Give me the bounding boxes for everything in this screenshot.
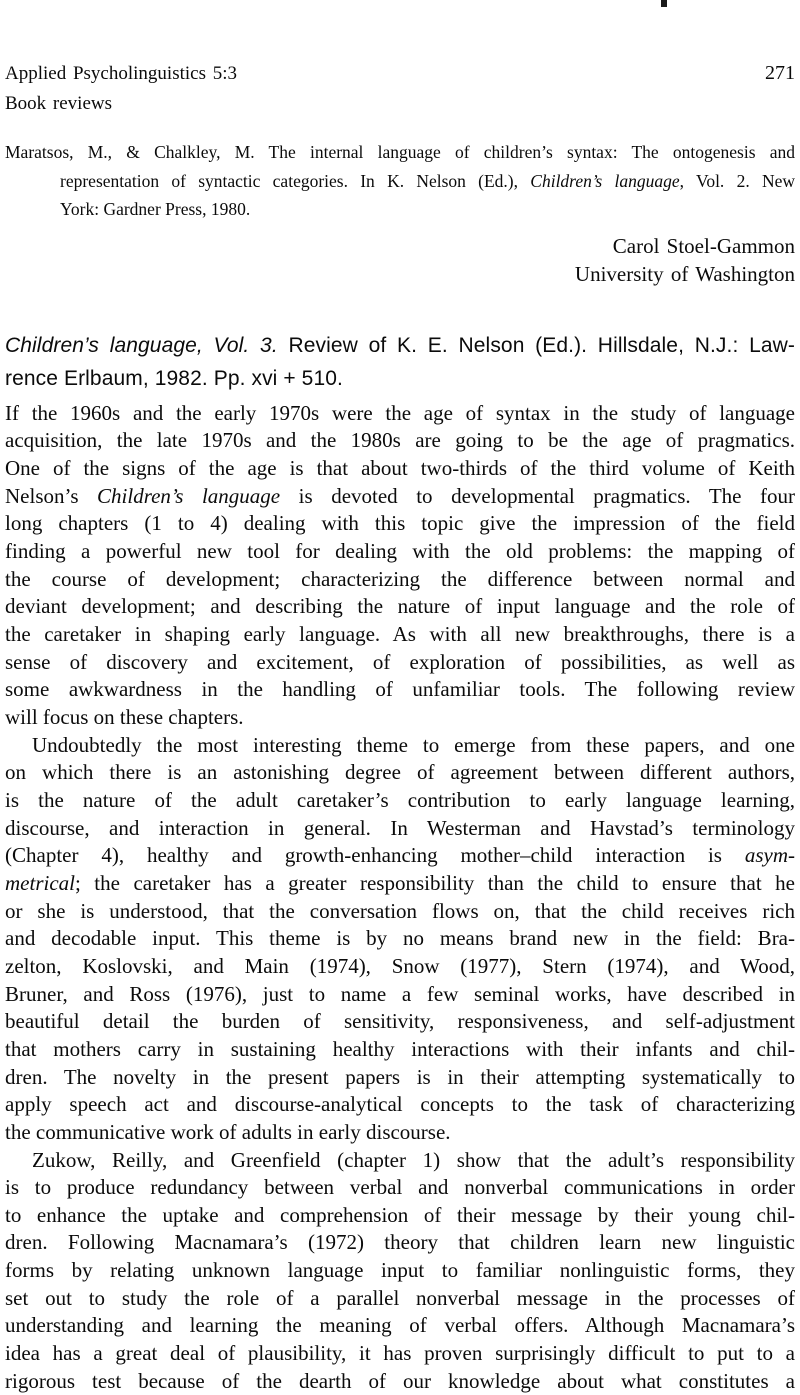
text-line: is the nature of the adult caretaker’s contribution to early language learning, <box>5 787 795 815</box>
text-line: finding a powerful new tool for dealing with the old problems: the mapping of <box>5 538 795 566</box>
text-line: the course of development; characterizing the difference between normal and <box>5 566 795 594</box>
text-line: rence Erlbaum, 1982. Pp. xvi + 510. <box>5 362 795 395</box>
text-line: the caretaker in shaping early language. As with all new breakthroughs, there is a <box>5 621 795 649</box>
text-line: the communicative work of adults in early discourse. <box>5 1119 795 1147</box>
text-line: idea has a great deal of plausibility, it has proven surprisingly difficult to put to a <box>5 1340 795 1368</box>
text-line: forms by relating unknown language input to familiar nonlinguistic forms, they <box>5 1257 795 1285</box>
text-line: Bruner, and Ross (1976), just to name a few seminal works, have described in <box>5 981 795 1009</box>
text-line: (Chapter 4), healthy and growth-enhancing mother–child interaction is asym- <box>5 842 795 870</box>
text-line: and decodable input. This theme is by no means brand new in the field: Bra- <box>5 925 795 953</box>
text-line: Children’s language, Vol. 3. Review of K. E. Nelson (Ed.). Hillsdale, N.J.: Law- <box>5 329 795 362</box>
text-line: dren. The novelty in the present papers is in their attempting systematically to <box>5 1064 795 1092</box>
review-heading <box>5 329 795 395</box>
text-line: to enhance the uptake and comprehension of their message by their young chil- <box>5 1202 795 1230</box>
text-line: some awkwardness in the handling of unfamiliar tools. The following review <box>5 676 795 704</box>
text-line: sense of discovery and excitement, of exploration of possibilities, as well as <box>5 649 795 677</box>
paragraph <box>5 732 795 1147</box>
text-line: York: Gardner Press, 1980. <box>5 195 795 224</box>
text-line: discourse, and interaction in general. In Westerman and Havstad’s terminology <box>5 815 795 843</box>
text-line: long chapters (1 to 4) dealing with this topic give the impression of the field <box>5 510 795 538</box>
text-line: set out to study the role of a parallel nonverbal message in the processes of <box>5 1285 795 1313</box>
reviewer-signature <box>5 232 795 289</box>
text-line: metrical; the caretaker has a greater responsibility than the child to ensure that he <box>5 870 795 898</box>
text-line: zelton, Koslovski, and Main (1974), Snow (1977), Stern (1974), and Wood, <box>5 953 795 981</box>
journal-title: Applied Psycholinguistics 5:3 <box>5 59 237 89</box>
page-number: 271 <box>765 58 795 88</box>
text-line: apply speech act and discourse-analytical concepts to the task of characterizing <box>5 1091 795 1119</box>
text-line: is to produce redundancy between verbal and nonverbal communications in order <box>5 1174 795 1202</box>
text-line: rigorous test because of the dearth of our knowledge about what constitutes a <box>5 1368 795 1395</box>
text-line: representation of syntactic categories. In K. Nelson (Ed.), Children’s language, Vol. 2. New <box>5 167 795 196</box>
text-line: If the 1960s and the early 1970s were the age of syntax in the study of language <box>5 400 795 428</box>
text-line: dren. Following Macnamara’s (1972) theory that children learn new linguistic <box>5 1229 795 1257</box>
text-line: acquisition, the late 1970s and the 1980s are going to be the age of pragmatics. <box>5 427 795 455</box>
reference-citation <box>5 138 795 224</box>
text-line: beautiful detail the burden of sensitivity, responsiveness, and self-adjustment <box>5 1008 795 1036</box>
text-line: that mothers carry in sustaining healthy interactions with their infants and chil- <box>5 1036 795 1064</box>
text-line: Zukow, Reilly, and Greenfield (chapter 1) show that the adult’s responsibility <box>5 1147 795 1175</box>
text-line: will focus on these chapters. <box>5 704 795 732</box>
paragraph <box>5 400 795 732</box>
review-body <box>5 400 795 1395</box>
text-line: Maratsos, M., & Chalkley, M. The internal language of children’s syntax: The ontogenesis and <box>5 138 795 167</box>
reviewer-affiliation: University of Washington <box>5 260 795 289</box>
scan-speck-mark <box>661 0 667 7</box>
text-line: understanding and learning the meaning of verbal offers. Although Macnamara’s <box>5 1312 795 1340</box>
text-line: on which there is an astonishing degree of agreement between different authors, <box>5 759 795 787</box>
text-line: One of the signs of the age is that about two-thirds of the third volume of Keith <box>5 455 795 483</box>
text-line: Undoubtedly the most interesting theme to emerge from these papers, and one <box>5 732 795 760</box>
reviewer-name: Carol Stoel-Gammon <box>5 232 795 261</box>
section-label: Book reviews <box>5 89 795 119</box>
page-header <box>5 58 795 89</box>
paragraph <box>5 1147 795 1395</box>
text-line: deviant development; and describing the nature of input language and the role of <box>5 593 795 621</box>
text-line: or she is understood, that the conversation flows on, that the child receives rich <box>5 898 795 926</box>
text-line: Nelson’s Children’s language is devoted to developmental pragmatics. The four <box>5 483 795 511</box>
